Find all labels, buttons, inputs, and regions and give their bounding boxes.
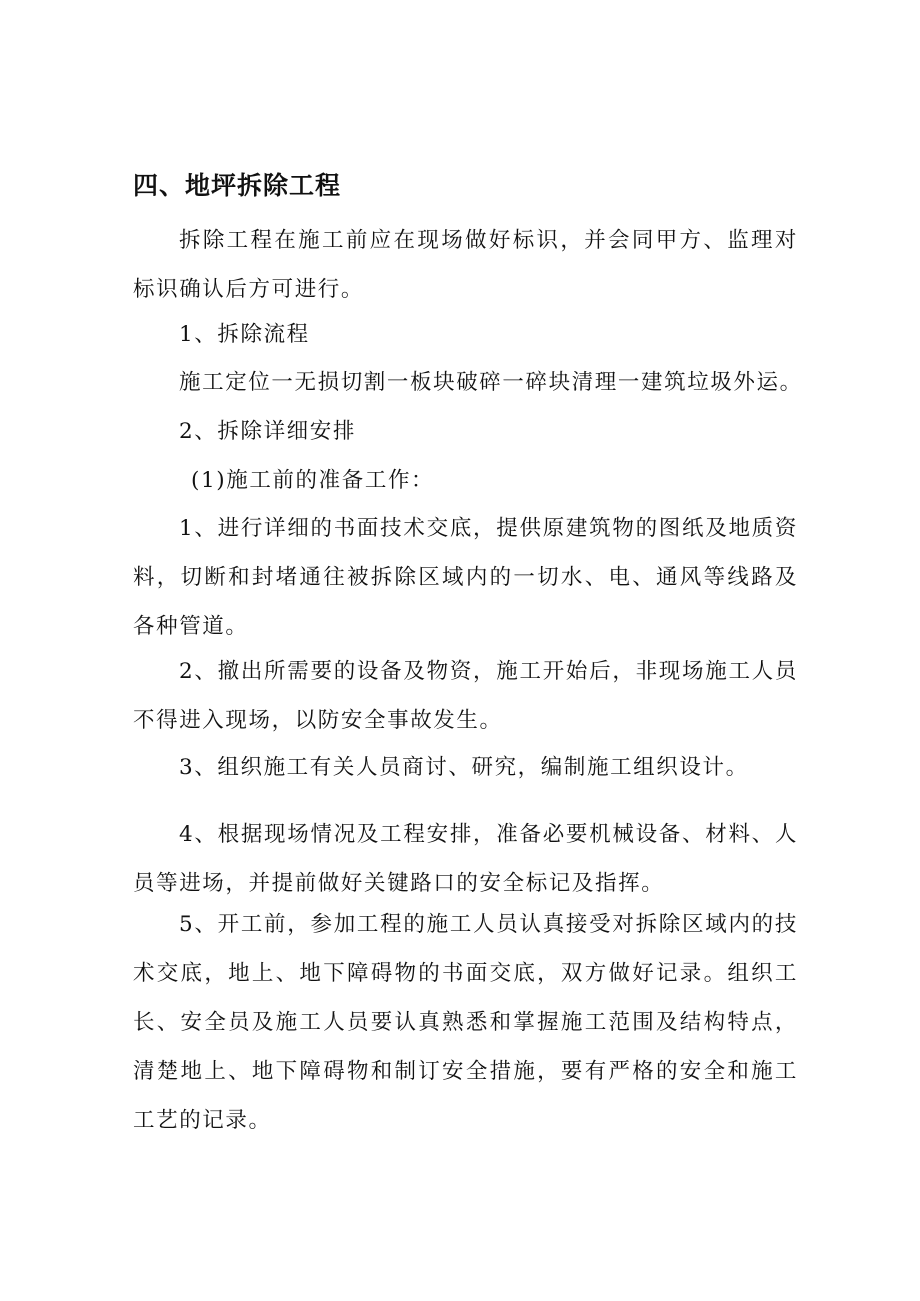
- subsection-title-detailed-arrangement: 2、拆除详细安排: [179, 419, 356, 444]
- subsection-title-demolition-flow: 1、拆除流程: [179, 322, 310, 347]
- list-item-4: 4、根据现场情况及工程安排，准备必要机械设备、材料、人员等进场，并提前做好关键路口的安全标记及指挥。: [133, 822, 798, 896]
- section-heading: 四、地坪拆除工程: [133, 171, 342, 200]
- list-item-2: 2、撤出所需要的设备及物资，施工开始后，非现场施工人员不得进入现场，以防安全事故发生。: [133, 659, 798, 733]
- list-item-3: 3、组织施工有关人员商讨、研究，编制施工组织设计。: [179, 755, 749, 780]
- list-item-5: 5、开工前，参加工程的施工人员认真接受对拆除区域内的技术交底，地上、地下障碍物的书面交底，双方做好记录。组织工长、安全员及施工人员要认真熟悉和掌握施工范围及结构特点，清楚地上、地下障碍物和制订安全措施，要有严格的安全和施工工艺的记录。: [133, 912, 798, 1133]
- preparation-work-title: (1)施工前的准备工作：: [191, 468, 435, 493]
- intro-paragraph: 拆除工程在施工前应在现场做好标识，并会同甲方、监理对标识确认后方可进行。: [133, 228, 798, 302]
- demolition-flow-paragraph: 施工定位一无损切割一板块破碎一碎块清理一建筑垃圾外运。: [179, 370, 803, 395]
- list-item-1: 1、进行详细的书面技术交底，提供原建筑物的图纸及地质资料，切断和封堵通往被拆除区域内的一切水、电、通风等线路及各种管道。: [133, 516, 798, 639]
